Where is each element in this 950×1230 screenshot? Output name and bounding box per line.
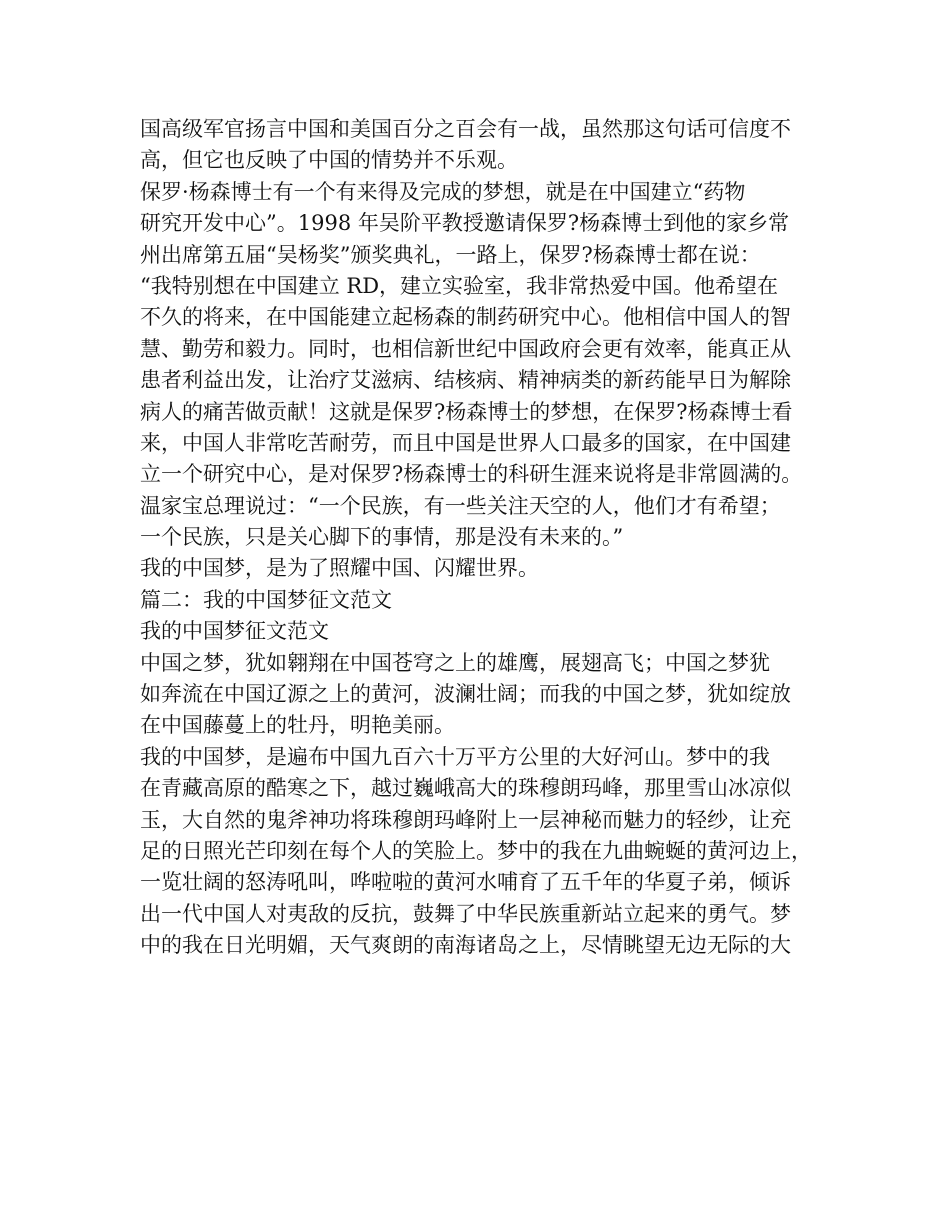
text-line: 在中国藤蔓上的牡丹，明艳美丽。: [140, 713, 455, 738]
text-line: 州出席第五届“吴杨奖”颁奖典礼，一路上，保罗?杨森博士都在说：: [140, 242, 761, 267]
text-line: 慧、勤劳和毅力。同时，也相信新世纪中国政府会更有效率，能真正从: [140, 336, 791, 361]
text-line: 来，中国人非常吃苦耐劳，而且中国是世界人口最多的国家，在中国建: [140, 430, 791, 455]
text-line: 我的中国梦征文范文: [140, 619, 329, 644]
text-line: 中的我在日光明媚，天气爽朗的南海诸岛之上，尽情眺望无边无际的大: [140, 933, 791, 958]
text-line: 高，但它也反映了中国的情势并不乐观。: [140, 148, 518, 173]
text-line: 篇二：我的中国梦征文范文: [140, 587, 392, 612]
text-line: 我的中国梦，是遍布中国九百六十万平方公里的大好河山。梦中的我: [140, 744, 770, 769]
text-line: 中国之梦，犹如翱翔在中国苍穹之上的雄鹰，展翅高飞；中国之梦犹: [140, 650, 770, 675]
text-line: 我的中国梦，是为了照耀中国、闪耀世界。: [140, 556, 539, 581]
text-line: 病人的痛苦做贡献！这就是保罗?杨森博士的梦想，在保罗?杨森博士看: [140, 399, 793, 424]
text-line: 立一个研究中心，是对保罗?杨森博士的科研生涯来说将是非常圆满的。: [140, 462, 803, 487]
text-line: 如奔流在中国辽源之上的黄河，波澜壮阔；而我的中国之梦，犹如绽放: [140, 682, 791, 707]
text-line: 患者利益出发，让治疗艾滋病、结核病、精神病类的新药能早日为解除: [140, 368, 791, 393]
text-line: 足的日照光芒印刻在每个人的笑脸上。梦中的我在九曲蜿蜒的黄河边上，: [140, 838, 812, 863]
text-line: 研究开发中心”。1998 年吴阶平教授邀请保罗?杨森博士到他的家乡常: [140, 211, 790, 236]
body-text: [140, 114, 840, 962]
text-line: 保罗·杨森博士有一个有来得及完成的梦想，就是在中国建立“药物: [140, 179, 746, 204]
text-line: 玉，大自然的鬼斧神功将珠穆朗玛峰附上一层神秘而魅力的轻纱，让充: [140, 807, 791, 832]
text-line: 一览壮阔的怒涛吼叫，哗啦啦的黄河水哺育了五千年的华夏子弟，倾诉: [140, 870, 791, 895]
text-line: 一个民族，只是关心脚下的事情，那是没有未来的。”: [140, 525, 624, 550]
text-line: 出一代中国人对夷敌的反抗，鼓舞了中华民族重新站立起来的勇气。梦: [140, 901, 791, 926]
text-line: 温家宝总理说过：“一个民族，有一些关注天空的人，他们才有希望；: [140, 493, 781, 518]
text-line: 不久的将来，在中国能建立起杨森的制药研究中心。他相信中国人的智: [140, 305, 791, 330]
text-line: 国高级军官扬言中国和美国百分之百会有一战，虽然那这句话可信度不: [140, 117, 791, 141]
text-line: “我特别想在中国建立 RD，建立实验室，我非常热爱中国。他希望在: [140, 273, 779, 298]
text-line: 在青藏高原的酷寒之下，越过巍峨高大的珠穆朗玛峰，那里雪山冰凉似: [140, 776, 791, 801]
